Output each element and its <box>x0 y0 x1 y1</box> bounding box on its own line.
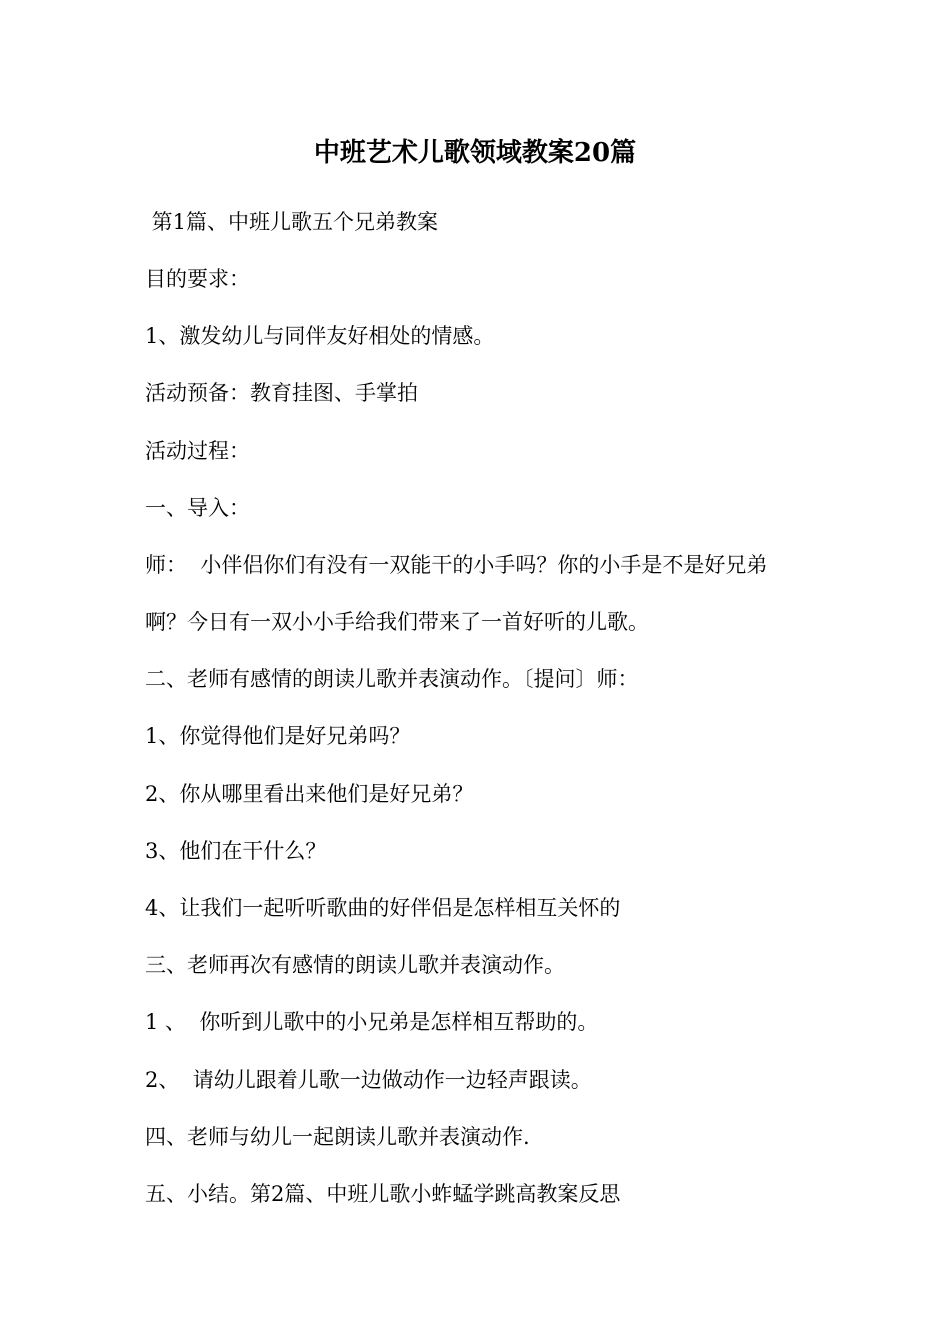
paragraph-line: 2、你从哪里看出来他们是好兄弟？ <box>145 782 474 806</box>
paragraph-line: 啊？今日有一双小小手给我们带来了一首好听的儿歌。 <box>145 610 649 634</box>
paragraph-line: 师： 小伴侣你们有没有一双能干的小手吗？你的小手是不是好兄弟 <box>145 553 768 577</box>
paragraph-line: 三、老师再次有感情的朗读儿歌并表演动作。 <box>145 953 565 977</box>
paragraph-line: 五、小结。第2篇、中班儿歌小蚱蜢学跳高教案反思 <box>145 1182 621 1206</box>
paragraph-line: 2、 请幼儿跟着儿歌一边做动作一边轻声跟读。 <box>145 1068 592 1092</box>
paragraph-line: 一、导入： <box>145 496 250 520</box>
paragraph-line: 3、他们在干什么？ <box>145 839 327 863</box>
paragraph-line: 1、激发幼儿与同伴友好相处的情感。 <box>145 324 495 348</box>
paragraph-line: 1 、 你听到儿歌中的小兄弟是怎样相互帮助的。 <box>145 1010 599 1034</box>
document-title: 中班艺术儿歌领域教案20篇 <box>313 138 637 168</box>
paragraph-line: 四、老师与幼儿一起朗读儿歌并表演动作. <box>145 1125 530 1149</box>
paragraph-line: 1、你觉得他们是好兄弟吗？ <box>145 724 411 748</box>
paragraph-line: 二、老师有感情的朗读儿歌并表演动作。〔提问〕师： <box>145 667 639 691</box>
paragraph-line: 活动过程： <box>145 439 250 463</box>
paragraph-line: 活动预备：教育挂图、手掌拍 <box>145 381 418 405</box>
section-heading-1: 第1篇、中班儿歌五个兄弟教案 <box>145 210 439 234</box>
paragraph-line: 4、让我们一起听听歌曲的好伴侣是怎样相互关怀的 <box>145 896 621 920</box>
paragraph-line: 目的要求： <box>145 267 250 291</box>
